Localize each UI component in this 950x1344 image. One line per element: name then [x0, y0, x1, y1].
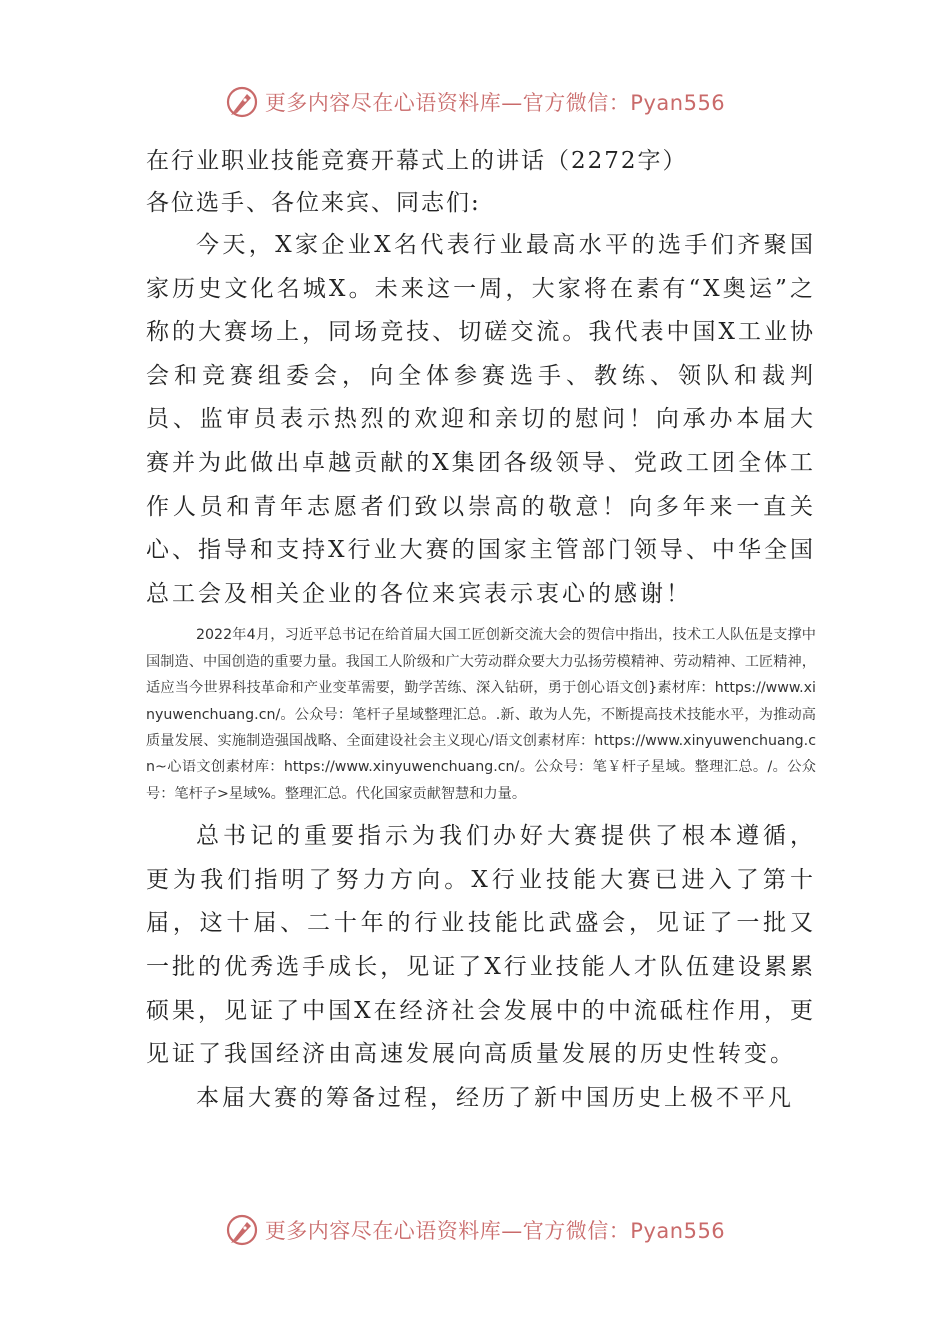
paragraph-1: 今天，X家企业X名代表行业最高水平的选手们齐聚国家历史文化名城X。未来这一周，大家将在素有“X奥运”之称的大赛场上，同场竞技、切磋交流。我代表中国X工业协会和竞赛组委会，向全体参赛选手、教练、领队和裁判员、监审员表示热烈的欢迎和亲切的慰问！向承办本届大赛并为此做出卓越贡献的X集团各级领导、党政工团全体工作人员和青年志愿者们致以崇高的敬意！向多年来一直关心、指导和支持X行业大赛的国家主管部门领导、中华全国总工会及相关企业的各位来宾表示衷心的感谢！ — [146, 232, 816, 607]
document-body — [146, 140, 816, 1120]
header-banner — [0, 80, 950, 124]
pen-nib-circle-logo-icon — [225, 1213, 259, 1247]
quote-paragraph: 2022年4月，习近平总书记在给首届大国工匠创新交流大会的贺信中指出，技术工人队伍是支撑中国制造、中国创造的重要力量。我国工人阶级和广大劳动群众要大力弘扬劳模精神、劳动精神、工匠精神，适应当今世界科技革命和产业变革需要，勤学苦练、深入钻研，勇于创心语文创}素材库：https://www.xinyuwenchuang.cn/。公众号：笔杆子星域整理汇总。.新、敢为人先，不断提高技术技能水平，为推动高质量发展、实施制造强国战略、全面建设社会主义现心/语文创素材库：https://www.xinyuwenchuang.cn~心语文创素材库：https://www.xinyuwenchuang.cn/。公众号：笔￥杆子星域。整理汇总。/。公众号：笔杆子>星域%。整理汇总。代化国家贡献智慧和力量。 — [146, 627, 816, 802]
footer-banner — [0, 1208, 950, 1252]
paragraph-2: 总书记的重要指示为我们办好大赛提供了根本遵循，更为我们指明了努力方向。X行业技能大赛已进入了第十届，这十届、二十年的行业技能比武盛会，见证了一批又一批的优秀选手成长，见证了X行业技能人才队伍建设累累硕果，见证了中国X在经济社会发展中的中流砥柱作用，更见证了我国经济由高速发展向高质量发展的历史性转变。 — [146, 823, 816, 1068]
document-title: 在行业职业技能竞赛开幕式上的讲话（2272字） — [146, 148, 688, 174]
salutation: 各位选手、各位来宾、同志们: — [146, 190, 481, 216]
pen-nib-circle-logo-icon — [225, 85, 259, 119]
paragraph-3: 本届大赛的筹备过程，经历了新中国历史上极不平凡 — [196, 1084, 794, 1111]
header-banner-text: 更多内容尽在心语资料库—官方微信：Pyan556 — [264, 91, 726, 115]
footer-banner-text: 更多内容尽在心语资料库—官方微信：Pyan556 — [264, 1219, 726, 1243]
